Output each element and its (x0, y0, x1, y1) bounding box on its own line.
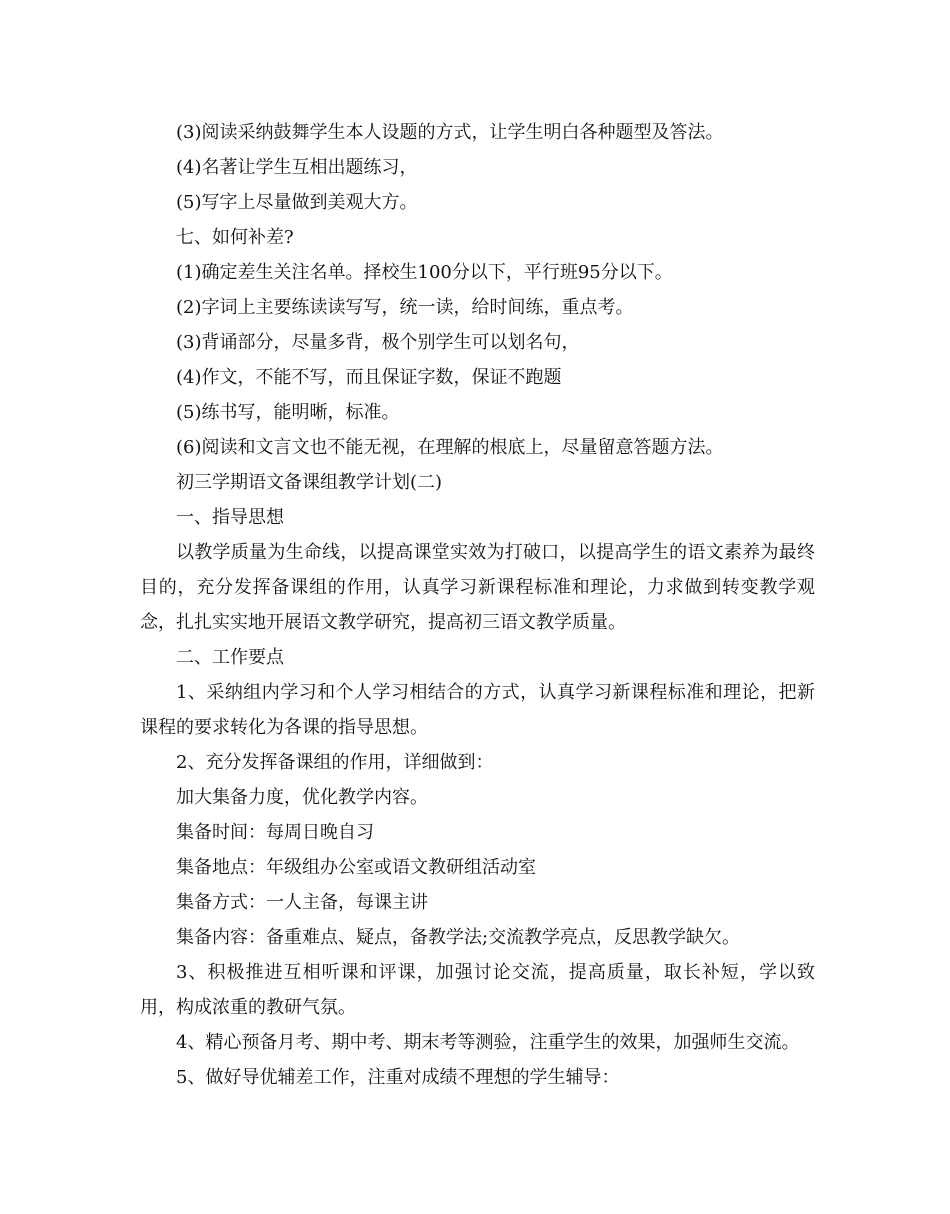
paragraph-point-3: 3、积极推进互相听课和评课，加强讨论交流，提高质量，取长补短，学以致用，构成浓重的教研气氛。 (140, 962, 815, 1018)
list-item: 集备内容：备重难点、疑点，备教学法;交流教学亮点，反思教学缺欠。 (176, 927, 741, 948)
list-item: 集备方式：一人主备，每课主讲 (176, 892, 428, 913)
list-item: (5)练书写，能明晰，标准。 (176, 402, 400, 423)
list-item: (5)写字上尽量做到美观大方。 (176, 192, 418, 213)
list-item: 集备地点：年级组办公室或语文教研组活动室 (176, 857, 536, 878)
paragraph-point-1: 1、采纳组内学习和个人学习相结合的方式，认真学习新课程标准和理论，把新课程的要求转化为各课的指导思想。 (140, 682, 815, 738)
list-item: (6)阅读和文言文也不能无视，在理解的根底上，尽量留意答题方法。 (176, 437, 724, 458)
list-item: 加大集备力度，优化教学内容。 (176, 787, 428, 808)
paragraph-point-5: 5、做好导优辅差工作，注重对成绩不理想的学生辅导： (176, 1067, 620, 1088)
section-heading-work-points: 二、工作要点 (176, 647, 284, 668)
list-item: 集备时间：每周日晚自习 (176, 822, 374, 843)
list-item: (2)字词上主要练读读写写，统一读，给时间练，重点考。 (176, 297, 634, 318)
section-heading-guiding: 一、指导思想 (176, 507, 284, 528)
paragraph-point-2: 2、充分发挥备课组的作用，详细做到： (176, 752, 494, 773)
list-item: (3)阅读采纳鼓舞学生本人设题的方式，让学生明白各种题型及答法。 (176, 122, 724, 143)
paragraph-point-4: 4、精心预备月考、期中考、期末考等测验，注重学生的效果，加强师生交流。 (176, 1032, 800, 1053)
list-item: (1)确定差生关注名单。择校生100分以下，平行班95分以下。 (176, 262, 673, 283)
list-item: (4)作文，不能不写，而且保证字数，保证不跑题 (176, 367, 562, 388)
list-item: (3)背诵部分，尽量多背，极个别学生可以划名句， (176, 332, 580, 353)
list-item: (4)名著让学生互相出题练习， (176, 157, 418, 178)
paragraph-guiding: 以教学质量为生命线，以提高课堂实效为打破口，以提高学生的语文素养为最终目的，充分发挥备课组的作用，认真学习新课程标准和理论，力求做到转变教学观念，扎扎实实地开展语文教学研究，提高初三语文教学质量。 (140, 542, 815, 633)
document-body (140, 115, 815, 1095)
section-heading-remedial: 七、如何补差? (176, 227, 294, 248)
plan-title: 初三学期语文备课组教学计划(二) (176, 472, 443, 493)
